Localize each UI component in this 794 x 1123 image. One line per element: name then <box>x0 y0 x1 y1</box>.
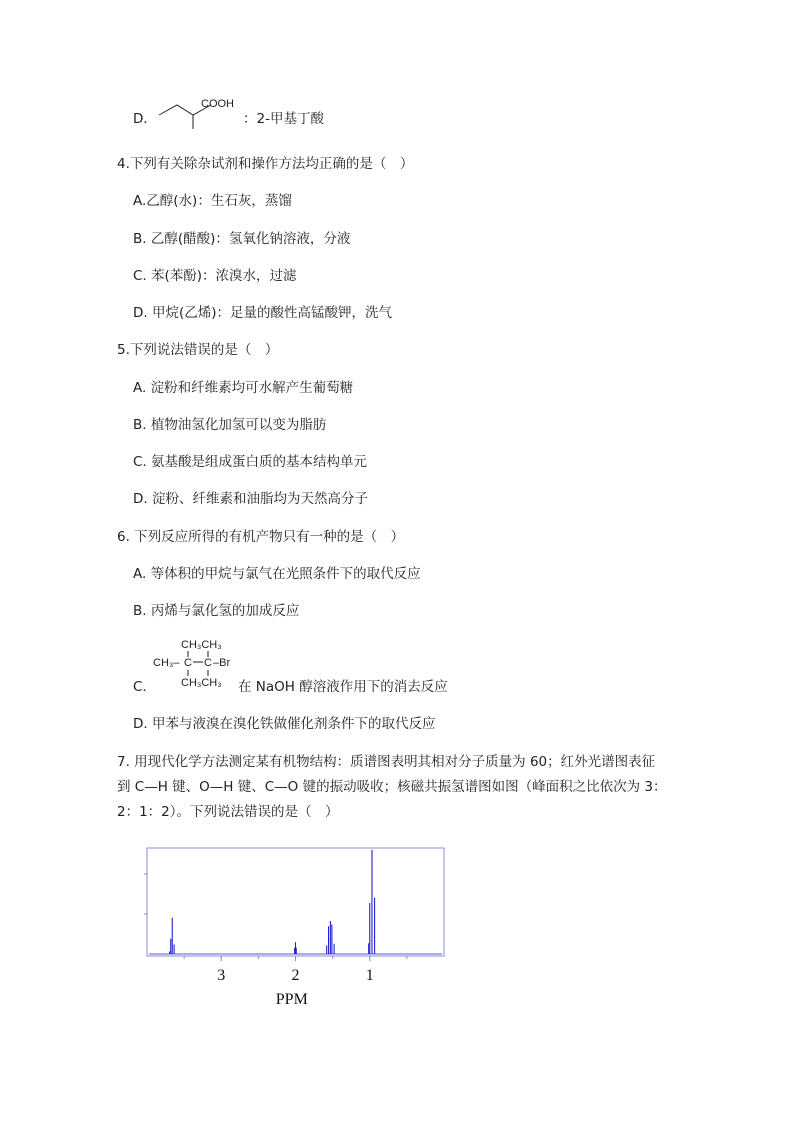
q3-option-d-name: ：2-甲基丁酸 <box>243 111 324 127</box>
x-tick-label: 2 <box>291 967 300 984</box>
q4-option-b: B. 乙醇(醋酸)：氢氧化钠溶液，分液 <box>133 231 351 247</box>
q5-option-c: C. 氨基酸是组成蛋白质的基本结构单元 <box>133 454 368 470</box>
carboxyl-group: COOH <box>201 98 234 110</box>
q7-stem-line-3: 2：1：2）。下列说法错误的是（ ） <box>117 804 339 820</box>
q3-option-d-label: D． <box>133 111 157 127</box>
q6-option-b: B. 丙烯与氯化氢的加成反应 <box>133 603 300 619</box>
q6-stem: 6. 下列反应所得的有机产物只有一种的是（ ） <box>117 529 405 545</box>
q6-option-a: A. 等体积的甲烷与氯气在光照条件下的取代反应 <box>133 566 421 582</box>
q4-option-d: D. 甲烷(乙烯)：足量的酸性高锰酸钾，洗气 <box>133 305 393 321</box>
q4-option-a: A.乙醇(水)：生石灰，蒸馏 <box>133 193 292 209</box>
x-tick-label: 3 <box>217 967 226 984</box>
q7-stem-line-2: 到 C—H 键、O—H 键、C—O 键的振动吸收；核磁共振氢谱图如图（峰面积之比依次为 3： <box>117 779 667 795</box>
q3-option-d-structure <box>155 93 245 133</box>
carbon-2: C <box>204 657 212 669</box>
bromo-group: –Br <box>213 657 231 669</box>
carbon-1: C <box>184 657 192 669</box>
nmr-spectrum-chart <box>140 842 460 1017</box>
left-methyl: CH₃– <box>153 657 180 669</box>
q6-option-d: D. 甲苯与液溴在溴化铁做催化剂条件下的取代反应 <box>133 716 436 732</box>
q5-option-a: A. 淀粉和纤维素均可水解产生葡萄糖 <box>133 380 354 396</box>
q7-stem-line-1: 7. 用现代化学方法测定某有机物结构：质谱图表明其相对分子质量为 60；红外光谱图表征 <box>117 754 656 770</box>
q4-option-c: C. 苯(苯酚)：浓溴水，过滤 <box>133 268 297 284</box>
x-tick-label: 1 <box>365 967 374 984</box>
q5-option-d: D. 淀粉、纤维素和油脂均为天然高分子 <box>133 491 368 507</box>
q6-option-c-text: 在 NaOH 醇溶液作用下的消去反应 <box>238 679 448 695</box>
x-axis-label: PPM <box>275 991 308 1008</box>
q5-stem: 5.下列说法错误的是（ ） <box>117 342 279 358</box>
plot-frame <box>147 848 444 956</box>
q6-option-c-structure <box>150 636 245 692</box>
top-methyls: CH₃CH₃ <box>181 639 222 651</box>
q4-stem: 4.下列有关除杂试剂和操作方法均正确的是（ ） <box>117 156 414 172</box>
q5-option-b: B. 植物油氢化加氢可以变为脂肪 <box>133 417 327 433</box>
bottom-methyls: CH₃CH₃ <box>181 677 222 689</box>
q6-option-c-label: C. <box>133 679 147 695</box>
